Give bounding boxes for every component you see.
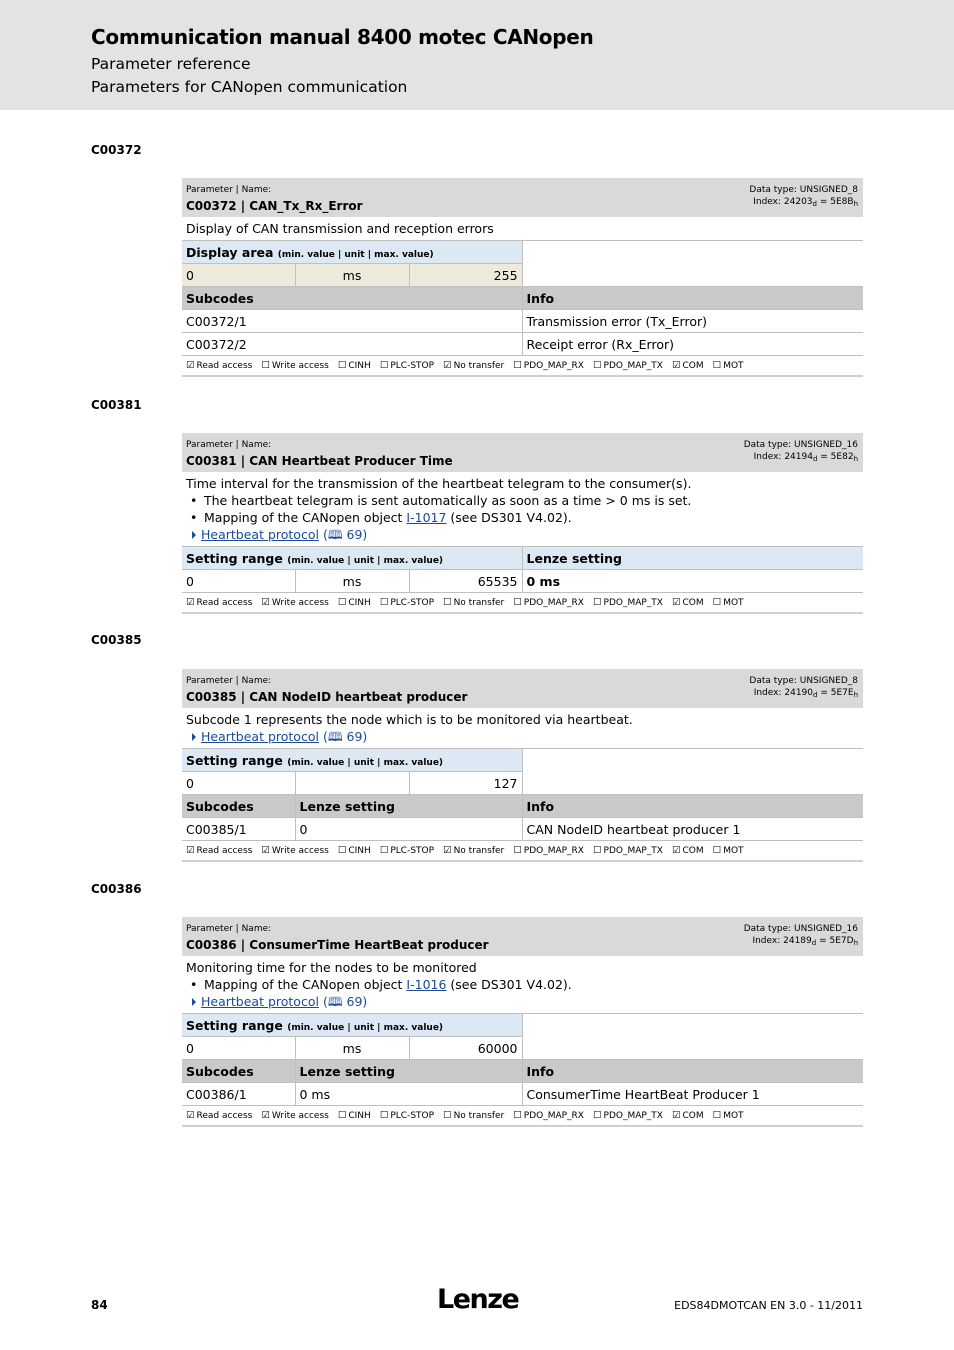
checkbox-empty-icon: ☐ bbox=[712, 597, 722, 608]
checkbox-checked-icon: ☑ bbox=[186, 845, 195, 856]
access-flag-label: MOT bbox=[723, 361, 744, 371]
checkbox-checked-icon: ☑ bbox=[671, 360, 681, 371]
range-min: 0 bbox=[182, 1037, 295, 1060]
access-flag bbox=[338, 845, 371, 856]
checkbox-checked-icon: ☑ bbox=[443, 845, 452, 856]
checkbox-checked-icon: ☑ bbox=[186, 1110, 195, 1121]
access-flags bbox=[182, 841, 863, 862]
param-table-c00386 bbox=[182, 917, 863, 1127]
param-description: Subcode 1 represents the node which is to be monitored via heartbeat. Heartbeat protocol (🕮 69) bbox=[182, 708, 863, 749]
subcodes-header: Subcodes bbox=[182, 795, 295, 818]
table-row bbox=[182, 333, 863, 356]
lenze-logo: Lenze bbox=[437, 1284, 519, 1315]
subcode-info: ConsumerTime HeartBeat Producer 1 bbox=[522, 1083, 863, 1106]
param-label: Parameter | Name: bbox=[186, 676, 272, 686]
access-flag bbox=[713, 845, 744, 856]
checkbox-empty-icon: ☐ bbox=[337, 597, 347, 608]
info-header: Info bbox=[522, 1060, 863, 1083]
access-flag-label: Read access bbox=[196, 1111, 253, 1121]
checkbox-empty-icon: ☐ bbox=[712, 845, 722, 856]
subcode-lenze-setting: 0 ms bbox=[295, 1083, 522, 1106]
setting-range-header: Setting range (min. value | unit | max. value) bbox=[182, 749, 522, 772]
access-flag-label: Write access bbox=[271, 1111, 329, 1121]
checkbox-empty-icon: ☐ bbox=[337, 360, 347, 371]
section-heading-c00385: C00385 bbox=[91, 633, 142, 647]
access-flag bbox=[713, 360, 744, 371]
access-flag-label: COM bbox=[682, 1111, 704, 1121]
param-header bbox=[182, 433, 863, 472]
list-item: • The heartbeat telegram is sent automatically as soon as a time > 0 ms is set. bbox=[190, 493, 692, 508]
list-item: • Mapping of the CANopen object I-1016 (see DS301 V4.02). bbox=[190, 977, 572, 992]
chapter-title: Parameter reference bbox=[91, 55, 251, 73]
page-header bbox=[0, 0, 954, 110]
param-index: Index: $24194_d = 5E82_h$ bbox=[753, 452, 858, 463]
access-flag-label: Write access bbox=[271, 846, 329, 856]
checkbox-empty-icon: ☐ bbox=[513, 360, 522, 371]
access-flag-label: No transfer bbox=[453, 598, 505, 608]
access-flag-label: PDO_MAP_TX bbox=[603, 598, 663, 608]
access-flag bbox=[186, 360, 252, 371]
page-reference[interactable]: (🕮 69) bbox=[322, 729, 368, 744]
subcode: C00372/2 bbox=[182, 333, 522, 356]
section-title: Parameters for CANopen communication bbox=[91, 78, 408, 96]
access-flag-label: CINH bbox=[348, 1111, 371, 1121]
checkbox-empty-icon: ☐ bbox=[379, 1110, 389, 1121]
list-item: • Mapping of the CANopen object I-1017 (see DS301 V4.02). bbox=[190, 510, 572, 525]
object-link[interactable]: I-1016 bbox=[406, 977, 447, 992]
data-type: Data type: UNSIGNED_16 bbox=[743, 924, 858, 934]
param-description: Display of CAN transmission and reception errors bbox=[182, 217, 863, 241]
access-flag-label: CINH bbox=[348, 361, 371, 371]
access-flag-label: No transfer bbox=[453, 846, 505, 856]
param-label: Parameter | Name: bbox=[186, 185, 272, 195]
access-flag bbox=[261, 845, 328, 856]
section-heading-c00386: C00386 bbox=[91, 882, 142, 896]
access-flag-label: Read access bbox=[196, 361, 253, 371]
access-flag-label: PDO_MAP_TX bbox=[603, 846, 663, 856]
access-flag-label: COM bbox=[682, 598, 704, 608]
checkbox-checked-icon: ☑ bbox=[261, 597, 270, 608]
param-table-c00372 bbox=[182, 178, 863, 377]
range-min: 0 bbox=[182, 570, 295, 593]
access-flag bbox=[380, 1110, 434, 1121]
access-flag bbox=[672, 1110, 704, 1121]
subcode: C00385/1 bbox=[182, 818, 295, 841]
param-grid bbox=[182, 547, 863, 593]
checkbox-empty-icon: ☐ bbox=[712, 360, 722, 371]
range-unit: ms bbox=[295, 570, 409, 593]
range-max: 127 bbox=[409, 772, 522, 795]
access-flag-label: PLC-STOP bbox=[390, 361, 435, 371]
access-flag-label: MOT bbox=[723, 1111, 744, 1121]
section-heading-c00372: C00372 bbox=[91, 143, 142, 157]
page-reference[interactable]: (🕮 69) bbox=[322, 994, 368, 1009]
access-flag-label: MOT bbox=[723, 846, 744, 856]
manual-title: Communication manual 8400 motec CANopen bbox=[91, 25, 594, 49]
subcode: C00372/1 bbox=[182, 310, 522, 333]
checkbox-empty-icon: ☐ bbox=[592, 1110, 602, 1121]
access-flag-label: PDO_MAP_RX bbox=[523, 1111, 584, 1121]
data-type: Data type: UNSIGNED_8 bbox=[749, 185, 858, 195]
range-unit: ms bbox=[295, 264, 409, 287]
checkbox-empty-icon: ☐ bbox=[592, 845, 602, 856]
access-flag bbox=[672, 597, 704, 608]
access-flag bbox=[672, 845, 704, 856]
table-row bbox=[182, 1083, 863, 1106]
access-flag bbox=[261, 360, 328, 371]
param-header bbox=[182, 669, 863, 708]
data-type: Data type: UNSIGNED_16 bbox=[743, 440, 858, 450]
setting-range-header: Setting range (min. value | unit | max. value) bbox=[182, 1014, 522, 1037]
param-description: Monitoring time for the nodes to be monitored • Mapping of the CANopen object I-1016 (see DS301 V4.02). Heartbeat protocol (🕮 69) bbox=[182, 956, 863, 1014]
checkbox-empty-icon: ☐ bbox=[379, 845, 389, 856]
checkbox-empty-icon: ☐ bbox=[592, 360, 602, 371]
param-grid bbox=[182, 749, 863, 841]
access-flag-label: PDO_MAP_TX bbox=[603, 361, 663, 371]
range-unit: ms bbox=[295, 1037, 409, 1060]
access-flag bbox=[513, 597, 584, 608]
access-flag bbox=[513, 360, 584, 371]
access-flag bbox=[261, 597, 328, 608]
checkbox-empty-icon: ☐ bbox=[379, 360, 389, 371]
cross-reference bbox=[186, 993, 859, 1010]
checkbox-checked-icon: ☑ bbox=[671, 1110, 681, 1121]
param-table-c00381 bbox=[182, 433, 863, 614]
info-header: Info bbox=[522, 287, 863, 310]
checkbox-empty-icon: ☐ bbox=[592, 597, 602, 608]
access-flag-label: PDO_MAP_RX bbox=[523, 361, 584, 371]
access-flags bbox=[182, 356, 863, 377]
checkbox-empty-icon: ☐ bbox=[513, 845, 522, 856]
checkbox-checked-icon: ☑ bbox=[261, 1110, 270, 1121]
heartbeat-protocol-link[interactable]: Heartbeat protocol bbox=[201, 994, 319, 1009]
access-flag-label: Write access bbox=[271, 361, 329, 371]
subcode-lenze-setting: 0 bbox=[295, 818, 522, 841]
access-flag bbox=[338, 1110, 371, 1121]
checkbox-empty-icon: ☐ bbox=[337, 1110, 347, 1121]
range-max: 255 bbox=[409, 264, 522, 287]
access-flag bbox=[713, 597, 744, 608]
access-flag bbox=[443, 845, 504, 856]
checkbox-checked-icon: ☑ bbox=[186, 597, 195, 608]
access-flag-label: PLC-STOP bbox=[390, 846, 435, 856]
access-flag-label: MOT bbox=[723, 598, 744, 608]
checkbox-checked-icon: ☑ bbox=[261, 845, 270, 856]
access-flag-label: Write access bbox=[271, 598, 329, 608]
checkbox-empty-icon: ☐ bbox=[261, 360, 270, 371]
access-flag bbox=[186, 1110, 252, 1121]
access-flag-label: PDO_MAP_RX bbox=[523, 846, 584, 856]
arrow-right-icon bbox=[192, 733, 196, 741]
info-header: Info bbox=[522, 795, 863, 818]
table-row bbox=[182, 818, 863, 841]
access-flag-label: PLC-STOP bbox=[390, 1111, 435, 1121]
lenze-setting-value: 0 ms bbox=[522, 570, 863, 593]
lenze-setting-header: Lenze setting bbox=[522, 547, 863, 570]
access-flag bbox=[513, 845, 584, 856]
heartbeat-protocol-link[interactable]: Heartbeat protocol bbox=[201, 729, 319, 744]
param-grid bbox=[182, 1014, 863, 1106]
access-flag-label: COM bbox=[682, 846, 704, 856]
checkbox-empty-icon: ☐ bbox=[513, 1110, 522, 1121]
access-flag bbox=[380, 597, 434, 608]
access-flag-label: PDO_MAP_TX bbox=[603, 1111, 663, 1121]
access-flag bbox=[443, 1110, 504, 1121]
page-number: 84 bbox=[91, 1298, 108, 1312]
access-flag bbox=[593, 360, 663, 371]
access-flags bbox=[182, 593, 863, 614]
access-flag bbox=[713, 1110, 744, 1121]
subcode-info: Transmission error (Tx_Error) bbox=[522, 310, 863, 333]
checkbox-empty-icon: ☐ bbox=[337, 845, 347, 856]
param-name: C00385 | CAN NodeID heartbeat producer bbox=[186, 690, 468, 704]
access-flag bbox=[672, 360, 704, 371]
checkbox-empty-icon: ☐ bbox=[712, 1110, 722, 1121]
access-flag bbox=[593, 1110, 663, 1121]
access-flag-label: Read access bbox=[196, 598, 253, 608]
access-flags bbox=[182, 1106, 863, 1127]
access-flag-label: PDO_MAP_RX bbox=[523, 598, 584, 608]
checkbox-empty-icon: ☐ bbox=[443, 597, 452, 608]
param-label: Parameter | Name: bbox=[186, 924, 272, 934]
access-flag bbox=[261, 1110, 328, 1121]
access-flag bbox=[380, 360, 434, 371]
range-unit bbox=[295, 772, 409, 795]
access-flag bbox=[338, 597, 371, 608]
table-row bbox=[182, 310, 863, 333]
heartbeat-protocol-link[interactable]: Heartbeat protocol bbox=[201, 527, 319, 542]
access-flag-label: No transfer bbox=[453, 361, 505, 371]
cross-reference bbox=[186, 526, 859, 543]
arrow-right-icon bbox=[192, 998, 196, 1006]
param-description: Time interval for the transmission of the heartbeat telegram to the consumer(s). • The heartbeat telegram is sent automatically as soon as a time > 0 ms is set. • Mapping of the CANopen object I-1017 (see DS301 V4.02). Heartbeat protocol (🕮 69) bbox=[182, 472, 863, 547]
param-header bbox=[182, 178, 863, 217]
access-flag bbox=[443, 597, 504, 608]
range-min: 0 bbox=[182, 264, 295, 287]
checkbox-empty-icon: ☐ bbox=[443, 1110, 452, 1121]
checkbox-checked-icon: ☑ bbox=[671, 597, 681, 608]
param-index: Index: $24190_d = 5E7E_h$ bbox=[753, 688, 858, 699]
param-grid bbox=[182, 241, 863, 356]
display-area-header: Display area (min. value | unit | max. value) bbox=[182, 241, 522, 264]
subcodes-header: Subcodes bbox=[182, 1060, 295, 1083]
arrow-right-icon bbox=[192, 531, 196, 539]
document-id: EDS84DMOTCAN EN 3.0 - 11/2011 bbox=[674, 1299, 863, 1312]
param-index: Index: $24203_d = 5E8B_h$ bbox=[753, 197, 858, 208]
subcode-info: CAN NodeID heartbeat producer 1 bbox=[522, 818, 863, 841]
section-heading-c00381: C00381 bbox=[91, 398, 142, 412]
range-max: 65535 bbox=[409, 570, 522, 593]
param-name: C00381 | CAN Heartbeat Producer Time bbox=[186, 454, 453, 468]
page-reference[interactable]: (🕮 69) bbox=[322, 527, 368, 542]
access-flag-label: CINH bbox=[348, 846, 371, 856]
object-link[interactable]: I-1017 bbox=[406, 510, 447, 525]
access-flag bbox=[443, 360, 504, 371]
access-flag-label: Read access bbox=[196, 846, 253, 856]
access-flag bbox=[338, 360, 371, 371]
lenze-setting-header: Lenze setting bbox=[295, 1060, 522, 1083]
param-name: C00386 | ConsumerTime HeartBeat producer bbox=[186, 938, 489, 952]
access-flag bbox=[186, 845, 252, 856]
checkbox-checked-icon: ☑ bbox=[671, 845, 681, 856]
checkbox-empty-icon: ☐ bbox=[379, 597, 389, 608]
access-flag-label: No transfer bbox=[453, 1111, 505, 1121]
param-table-c00385 bbox=[182, 669, 863, 862]
data-type: Data type: UNSIGNED_8 bbox=[749, 676, 858, 686]
access-flag bbox=[593, 845, 663, 856]
access-flag bbox=[186, 597, 252, 608]
param-index: Index: $24189_d = 5E7D_h$ bbox=[752, 936, 858, 947]
range-min: 0 bbox=[182, 772, 295, 795]
param-name: C00372 | CAN_Tx_Rx_Error bbox=[186, 199, 363, 213]
checkbox-checked-icon: ☑ bbox=[443, 360, 452, 371]
checkbox-checked-icon: ☑ bbox=[186, 360, 195, 371]
subcodes-header: Subcodes bbox=[182, 287, 522, 310]
access-flag-label: PLC-STOP bbox=[390, 598, 435, 608]
cross-reference bbox=[186, 728, 859, 745]
subcode-info: Receipt error (Rx_Error) bbox=[522, 333, 863, 356]
access-flag bbox=[513, 1110, 584, 1121]
param-label: Parameter | Name: bbox=[186, 440, 272, 450]
access-flag bbox=[593, 597, 663, 608]
lenze-setting-header: Lenze setting bbox=[295, 795, 522, 818]
param-header bbox=[182, 917, 863, 956]
access-flag-label: COM bbox=[682, 361, 704, 371]
checkbox-empty-icon: ☐ bbox=[513, 597, 522, 608]
access-flag-label: CINH bbox=[348, 598, 371, 608]
setting-range-header: Setting range (min. value | unit | max. value) bbox=[182, 547, 522, 570]
access-flag bbox=[380, 845, 434, 856]
subcode: C00386/1 bbox=[182, 1083, 295, 1106]
range-max: 60000 bbox=[409, 1037, 522, 1060]
